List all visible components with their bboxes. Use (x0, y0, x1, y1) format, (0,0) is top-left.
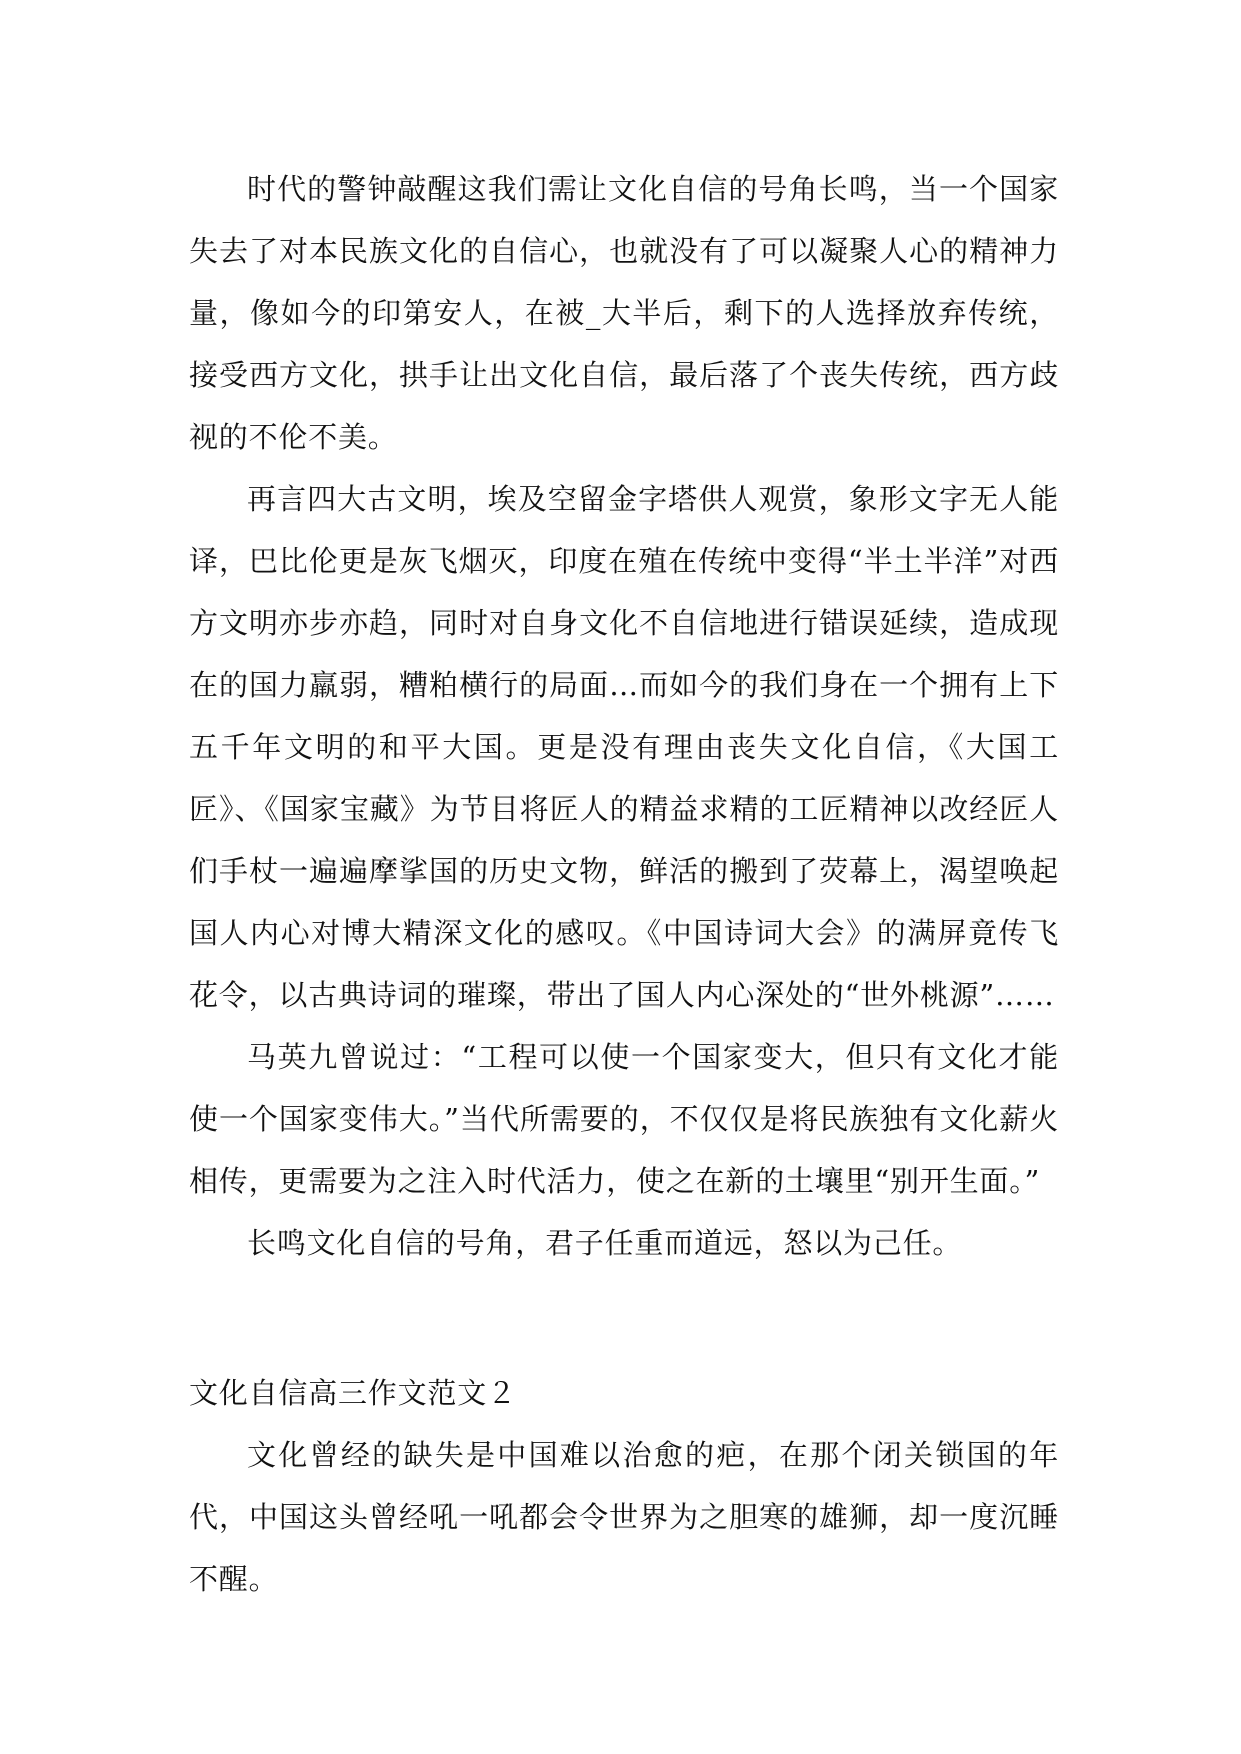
section-title: 文化自信高三作文范文２ (189, 1376, 517, 1410)
paragraph-1: 时代的警钟敲醒这我们需让文化自信的号角长鸣，当一个国家失去了对本民族文化的自信心，也就没有了可以凝聚人心的精神力量，像如今的印第安人，在被_大半后，剩下的人选择放弃传统，接受西方文化，拱手让出文化自信，最后落了个丧失传统，西方歧视的不伦不美。 (189, 172, 1059, 454)
paragraph-4: 长鸣文化自信的号角，君子任重而道远，怒以为己任。 (247, 1226, 963, 1260)
paragraph-5: 文化曾经的缺失是中国难以治愈的疤，在那个闭关锁国的年代，中国这头曾经吼一吼都会令世界为之胆寒的雄狮，却一度沉睡不醒。 (189, 1438, 1059, 1596)
document-page (189, 158, 1059, 1610)
paragraph-3: 马英九曾说过：“工程可以使一个国家变大，但只有文化才能使一个国家变伟大。”当代所需要的，不仅仅是将民族独有文化薪火相传，更需要为之注入时代活力，使之在新的土壤里“别开生面。” (189, 1040, 1059, 1198)
paragraph-2: 再言四大古文明，埃及空留金字塔供人观赏，象形文字无人能译，巴比伦更是灰飞烟灭，印度在殖在传统中变得“半土半洋”对西方文明亦步亦趋，同时对自身文化不自信地进行错误延续，造成现在的国力羸弱，糟粕横行的局面…而如今的我们身在一个拥有上下五千年文明的和平大国。更是没有理由丧失文化自信，《大国工匠》、《国家宝藏》为节目将匠人的精益求精的工匠精神以改经匠人们手杖一遍遍摩挲国的历史文物，鲜活的搬到了荧幕上，渴望唤起国人内心对博大精深文化的感叹。《中国诗词大会》的满屏竟传飞花令，以古典诗词的璀璨，带出了国人内心深处的“世外桃源”…… (189, 482, 1059, 1012)
